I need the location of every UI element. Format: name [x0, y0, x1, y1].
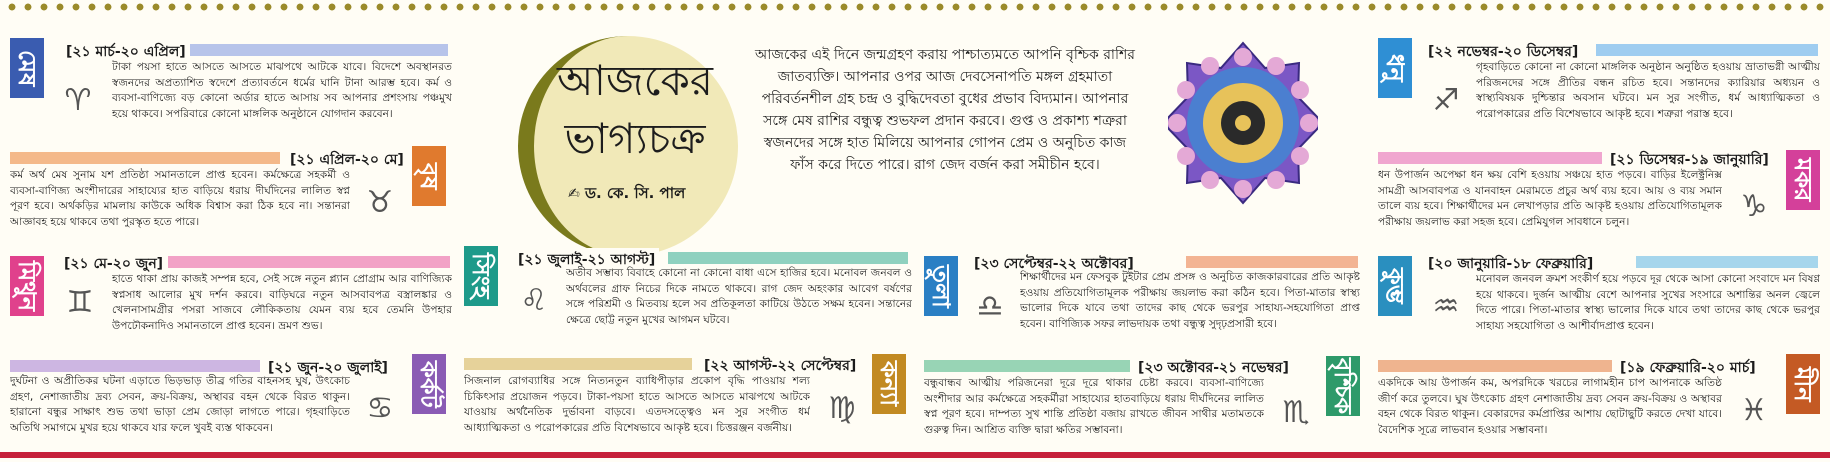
pen-nib-icon: ✍ — [568, 186, 580, 202]
sign-dates-dhanu: [২২ নভেম্বর-২০ ডিসেম্বর] — [1424, 40, 1582, 64]
sign-bar-brishchik — [924, 360, 1130, 372]
sign-bar-singha — [668, 252, 908, 264]
sign-label-brishchik: বৃশ্চিক — [1326, 356, 1360, 416]
sign-bar-karkat — [10, 360, 260, 372]
sign-bar-brisha — [10, 152, 280, 164]
sign-bar-dhanu — [1596, 44, 1818, 56]
twins-icon: ♊ — [66, 284, 94, 320]
sign-label-meen: মীন — [1786, 354, 1820, 414]
sign-text-kanya: সিজনাল রোগব্যাধির সঙ্গে নিত্যনতুন ব্যাধিপীড়ার প্রকোপ বৃদ্ধি পাওয়ায় শল্য চিকিৎসার প্রয়োজন পড়বে। টাকা-পয়সা হাতে আসতে আসতে মাঝপথে আটকে যাওয়ায় অর্থনৈতিক দুর্ভাবনা বাড়বে। এতদসত্ত্বেও মন সুর সংগীত ধর্ম আধ্যাত্মিকতা ও পরোপকারের প্রতি বিশেষভাবে আকৃষ্ট হবে। চিত্তরঞ্জন বর্জনীয়। — [464, 375, 810, 434]
zodiac-wheel-icon — [1168, 38, 1318, 208]
sign-text-tula: শিক্ষার্থীদের মন ফেসবুক টুইটার প্রেম প্রসঙ্গ ও অনুচিত কাজকারবারের প্রতি আকৃষ্ট হওয়ায় প্রতিযোগিতামূলক পরীক্ষায় জয়লাভ করা কঠিন হবে। পিতা-মাতার স্বাস্থ্য ভালোর দিকে যাবে তথা তাদের কাছ থেকে ভরপুর সাহায্য-সহযোগিতা প্রাপ্ত হবেন। বাণিজ্যিক সফর লাভদায়ক তথা বন্ধুত্ব সুদৃঢ়প্রসারী হবে। — [1020, 271, 1360, 330]
sign-label-mesh: মেষ — [10, 38, 44, 98]
sign-bar-tula — [1186, 256, 1358, 268]
sign-dates-brishchik: [২৩ অক্টোবর-২১ নভেম্বর] — [1134, 356, 1293, 380]
scales-icon: ♎ — [976, 288, 1004, 324]
sign-bar-mesh — [190, 44, 448, 56]
sign-dates-tula: [২৩ সেপ্টেম্বর-২২ অক্টোবর] — [970, 252, 1138, 276]
sign-bar-mithun — [168, 256, 450, 268]
sign-text-brishchik: বন্ধুবান্ধব আত্মীয় পরিজনেরা দূরে দূরে থাকার চেষ্টা করবে। ব্যবসা-বাণিজ্যে অংশীদার আর কর্মক্ষেত্রে সহকর্মীরা সাহায্যের হাতবাড়িয়ে ধরায় দীর্ঘদিনের লালিত স্বপ্ন পূরণ হবে। দাম্পত্য সুখ শান্তি প্রতিষ্ঠা বজায় রাখতে জীবন সাথীর মতামতকে গুরুত্ব দিন। আশ্রিত ব্যক্তি দ্বারা ক্ষতির সম্ভাবনা। — [924, 377, 1264, 436]
sign-dates-mithun: [২১ মে-২০ জুন] — [60, 252, 167, 276]
sign-dates-makar: [২১ ডিসেম্বর-১৯ জানুয়ারি] — [1606, 148, 1773, 172]
fish-icon: ♓ — [1740, 392, 1768, 428]
sign-dates-brisha: [২১ এপ্রিল-২০ মে] — [286, 148, 408, 172]
sign-text-mithun: হাতে থাকা প্রায় কাজই সম্পন্ন হবে, সেই সঙ্গে নতুন প্ল্যান প্রোগ্রাম আর বাণিজ্যিক স্বপ্নসাধ আলোর মুখ দর্শন করবে। বাড়িঘরে নতুন আসবাবপত্র বস্ত্রালঙ্কার ও খেলনাসামগ্রীর পসরা সাজবে লৌকিকতায় যেমন ব্যয় হবে তেমনি উপহার উপঢৌকনাদিও সমানতালে প্রাপ্ত হবেন। ভ্রমণ শুভ। — [112, 273, 452, 332]
sign-bar-kumbha — [1636, 256, 1818, 268]
sign-text-meen: একদিকে আয় উপার্জন কম, অপরদিকে খরচের লাগামহীন চাপ আপনাকে অতিষ্ঠ জীর্ণ করে তুলবে। ঘুষ উৎকোচ গ্রহণ নেশাজাতীয় দ্রব্য সেবন ক্রয়-বিক্রয় ও অস্থাবর বহন থেকে বিরত থাকুন। বেকারদের কর্মপ্রাপ্তির আশায় ছোটাছুটি করতে দেখা যাবে। বৈদেশিক সূত্রে লাভবান হওয়ার সম্ভাবনা। — [1378, 377, 1722, 436]
top-dot-border — [0, 0, 1830, 14]
title-line-1: আজকের — [557, 56, 713, 105]
scorpion-icon: ♏ — [1282, 394, 1310, 430]
sign-text-makar: ধন উপার্জন অপেক্ষা ধন ক্ষয় বেশি হওয়ায় সঞ্চয়ে হাত পড়বে। বাড়ির ইলেক্ট্রনিক্স সামগ্রী আসবাবপত্র ও যানবাহন মেরামতে প্রচুর অর্থ ব্যয় হবে। আয় ও ব্যয় সমান তালে ব্যয় হবে। শিক্ষার্থীদের মন লেখাপড়ার প্রতি আকৃষ্ট হওয়ায় প্রতিযোগিতামূলক পরীক্ষায় জয়লাভ করা সহজ হবে। প্রেমিযুগল সাবধানে চলুন। — [1378, 169, 1722, 228]
goat-icon: ♑ — [1740, 188, 1768, 224]
sign-dates-meen: [১৯ ফেব্রুয়ারি-২০ মার্চ] — [1616, 356, 1760, 380]
intro-text: আজকের এই দিনে জন্মগ্রহণ করায় পাশ্চাত্যমতে আপনি বৃশ্চিক রাশির জাতব্যক্তি। আপনার ওপর আজ দেবসেনাপতি মঙ্গল গ্রহমাতা পরিবর্তনশীল গ্রহ চন্দ্র ও বুদ্ধিদেবতা বুধের প্রভাব বিদ্যমান। আপনার সঙ্গে মেষ রাশির বন্ধুত্ব শুভফল প্রদান করবে। গুপ্ত ও প্রকাশ্য শত্রুরা স্বজনদের সঙ্গে হাত মিলিয়ে আপনার গোপন প্রেম ও অনুচিত কাজ ফাঁস করে দিতে পারে। রাগ জেদ বর্জন করা সমীচীন হবে। — [755, 47, 1135, 173]
sign-label-brisha: বৃষ — [412, 146, 446, 206]
sign-label-tula: তুলা — [924, 256, 958, 316]
bull-icon: ♉ — [366, 184, 394, 220]
sign-text-dhanu: গৃহবাড়িতে কোনো না কোনো মাঙ্গলিক অনুষ্ঠান অনুষ্ঠিত হওয়ায় ভ্রাতাভগ্নী আত্মীয় পরিজনদের সঙ্গে প্রীতির বন্ধন রচিত হবে। সন্তানদের ক্যারিয়ার অধ্যয়ন ও স্বাস্থ্যবিষয়ক দুশ্চিন্তার অবসান ঘটবে। মন সুর সংগীত, ধর্ম আধ্যাত্মিকতা ও পরোপকারের প্রতি বিশেষভাবে আকৃষ্ট হবে। শত্রুরা পরাস্ত হবে। — [1476, 61, 1820, 120]
sign-bar-meen — [1378, 360, 1612, 372]
title-line-2: ভাগ্যচক্র — [564, 114, 706, 163]
ram-icon: ♈ — [64, 82, 92, 118]
sign-label-singha: সিংহ — [464, 246, 498, 306]
byline — [568, 182, 685, 207]
sign-dates-karkat: [২১ জুন-২০ জুলাই] — [264, 356, 392, 380]
water-bearer-icon: ♒ — [1432, 288, 1460, 324]
sign-dates-kumbha: [২০ জানুয়ারি-১৮ ফেব্রুয়ারি] — [1424, 252, 1597, 276]
sign-label-kanya: কন্যা — [872, 354, 906, 414]
sign-dates-singha: [২১ জুলাই-২১ আগস্ট] — [514, 248, 659, 272]
sign-label-mithun: মিথুন — [10, 256, 44, 316]
sign-text-singha: অতীব সম্ভাব্য বিবাহে কোনো না কোনো বাধা এসে হাজির হবে। মনোবল জনবল ও অর্থবলের গ্রাফ নিচের দিকে নামতে থাকবে। রাগ জেদ অহংকার আবেগ বর্ষণের সঙ্গে পরিশ্রমী ও মিতব্যয় হলে সব প্রতিকূলতা কাটিয়ে উঠতে সক্ষম হবেন। সন্তানের ক্ষেত্রে ছোট্ট নতুন মুখের আগমন ঘটবে। — [566, 267, 912, 326]
sign-text-karkat: দুর্ঘটনা ও অপ্রীতিকর ঘটনা এড়াতে ভিড়ভাড় তীব্র গতির বাহনসহ ঘুষ, উৎকোচ গ্রহণ, নেশাজাতীয় দ্রব্য সেবন, ক্রয়-বিক্রয়, অস্থাবর বহন থেকে বিরত থাকুন। হারানো বন্ধুর সাক্ষাৎ শুভ তথা ভাড়া প্রেম জোড়া লাগতে পারে। গৃহবাড়িতে অতিথি সমাগমে মুখর হয়ে থাকবে যার ফলে খুবই ব্যস্ত থাকবেন। — [10, 375, 350, 434]
maiden-icon: ♍ — [828, 390, 856, 426]
sign-text-kumbha: মনোবল জনবল ক্রমশ সংকীর্ণ হয়ে পড়বে দূর থেকে আসা কোনো সংবাদে মন বিষণ্ণ হয়ে থাকবে। দুর্জন আত্মীয় বেশে আপনার সুখের সংসারে অশান্তির অনল জ্বেলে দিতে পারে। পিতা-মাতার স্বাস্থ্য ভালোর দিকে যাবে তথা তাদের কাছ থেকে ভরপুর সাহায্য সহযোগিতা ও আশীর্বাদপ্রাপ্ত হবেন। — [1476, 273, 1820, 332]
bottom-rule — [0, 452, 1830, 458]
sign-bar-kanya — [464, 358, 692, 370]
sign-label-kumbha: কুম্ভ — [1378, 256, 1412, 316]
sign-text-mesh: টাকা পয়সা হাতে আসতে আসতে মাঝপথে আটকে যাবে। বিদেশে অবস্থানরত স্বজনদের অপ্রত্যাশিত স্বদেশে প্রত্যাবর্তনে ধর্মের ঘানি টানা আরম্ভ হবে। কর্ম ও ব্যবসা-বাণিজ্যে বড় কোনো অর্ডার হাতে আসায় সব আপনার প্রশংসায় পঞ্চমুখ হয়ে থাকবে। সপরিবারে কোনো মাঙ্গলিক অনুষ্ঠানে যোগদান করবেন। — [112, 61, 452, 120]
sign-label-dhanu: ধনু — [1378, 38, 1412, 98]
lion-icon: ♌ — [520, 282, 548, 318]
crab-icon: ♋ — [366, 390, 394, 426]
sign-text-brisha: কর্ম অর্থ মেষ সুনাম যশ প্রতিষ্ঠা সমানতালে প্রাপ্ত হবেন। কর্মক্ষেত্রে সহকর্মী ও ব্যবসা-বাণিজ্য অংশীদারের সাহায্যের হাত বাড়িয়ে ধরায় দীর্ঘদিনের লালিত স্বপ্ন পূরণ হবে। অর্থকড়ির মামলায় কাউকে অধিক বিশ্বাস করা ঠিক হবে না। সন্তানরা আজ্ঞাবহ হয়ে থাকবে তথা পুরস্কৃত হতে পারে। — [10, 169, 350, 228]
sign-dates-mesh: [২১ মার্চ-২০ এপ্রিল] — [62, 40, 190, 64]
sign-dates-kanya: [২২ আগস্ট-২২ সেপ্টেম্বর] — [700, 354, 860, 378]
archer-icon: ♐ — [1432, 82, 1460, 118]
sign-label-karkat: কর্কট — [412, 354, 446, 414]
sign-label-makar: মকর — [1786, 150, 1820, 210]
sign-bar-makar — [1378, 152, 1602, 164]
author-name: ড. কে. সি. পাল — [584, 184, 686, 202]
page-title — [540, 52, 730, 168]
